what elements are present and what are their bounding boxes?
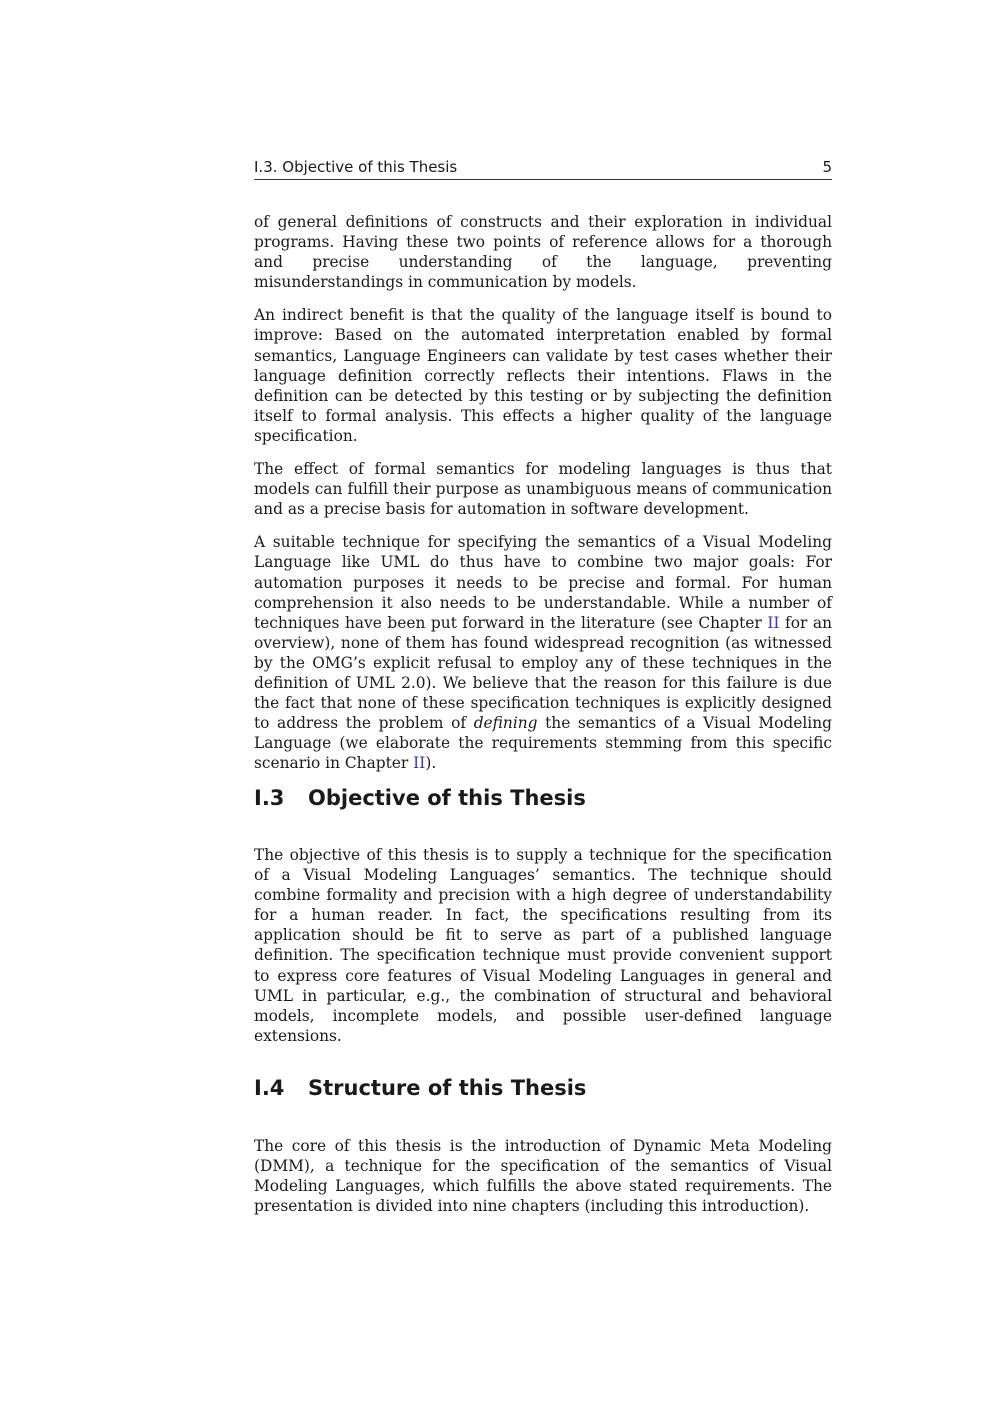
section-title: Structure of this Thesis xyxy=(308,1076,587,1100)
section-title: Objective of this Thesis xyxy=(308,786,586,810)
running-header xyxy=(254,157,832,180)
paragraph-1: of general definitions of constructs and their exploration in individual programs. Having these two points of reference allows for a thorough and precise understanding of the language, preventing misunderstandings in communication by models. xyxy=(254,213,832,292)
chapter-ref-link[interactable]: II xyxy=(767,613,780,632)
section-heading-objective xyxy=(254,786,832,810)
section-number: I.4 xyxy=(254,1076,285,1100)
section-structure-body xyxy=(254,1136,832,1229)
paragraph-4-part-c: the semantics of a Visual Modeling Language (we elaborate the requirements stemming from this specific scenario in Chapter xyxy=(254,714,832,773)
paragraph-2: An indirect benefit is that the quality of the language itself is bound to improve: Based on the automated interpretation enabled by formal semantics, Language Engineers can validate by test cases whether their language definition correctly reflects their intentions. Flaws in the definition can be detected by this testing or by subjecting the definition itself to formal analysis. This effects a higher quality of the language specification. xyxy=(254,306,832,445)
section-objective-body xyxy=(254,845,832,1059)
body-text-top xyxy=(254,212,832,786)
paragraph-objective: The objective of this thesis is to supply a technique for the specification of a Visual Modeling Languages’ semantics. The technique should combine formality and precision with a high degree of understandability for a human reader. In fact, the specifications resulting from its application should be fit to serve as part of a published language definition. The specification technique must provide convenient support to express core features of Visual Modeling Languages in general and UML in particular, e.g., the combination of structural and behavioral models, incomplete models, and possible user-defined language extensions. xyxy=(254,846,832,1045)
header-section-title: I.3. Objective of this Thesis xyxy=(254,158,458,176)
section-number: I.3 xyxy=(254,786,285,810)
paragraph-4-part-b: for an overview), none of them has found widespread recognition (as witnessed by the OMG’s explicit refusal to employ any of these techniques in the definition of UML 2.0). We believe that the reason for this failure is due the fact that none of these specification techniques is explicitly designed to address the problem of xyxy=(254,613,832,733)
page-number: 5 xyxy=(822,158,832,176)
chapter-ref-link[interactable]: II xyxy=(413,754,426,773)
paragraph-4-part-d: ). xyxy=(425,754,437,773)
paragraph-4 xyxy=(254,532,832,773)
paragraph-structure: The core of this thesis is the introduction of Dynamic Meta Modeling (DMM), a technique for the specification of the semantics of Visual Modeling Languages, which fulfills the above stated requirements. The presentation is divided into nine chapters (including this introduction). xyxy=(254,1137,832,1216)
paragraph-4-part-a: A suitable technique for specifying the semantics of a Visual Modeling Language like UML do thus have to combine two major goals: For automation purposes it needs to be precise and formal. For human comprehension it also needs to be understandable. While a number of techniques have been put forward in the literature (see Chapter xyxy=(254,533,832,632)
page xyxy=(254,0,832,1414)
paragraph-3: The effect of formal semantics for modeling languages is thus that models can fulfill their purpose as unambiguous means of communication and as a precise basis for automation in software development. xyxy=(254,460,832,519)
emphasis-defining: defining xyxy=(473,714,538,733)
section-heading-structure xyxy=(254,1076,832,1100)
